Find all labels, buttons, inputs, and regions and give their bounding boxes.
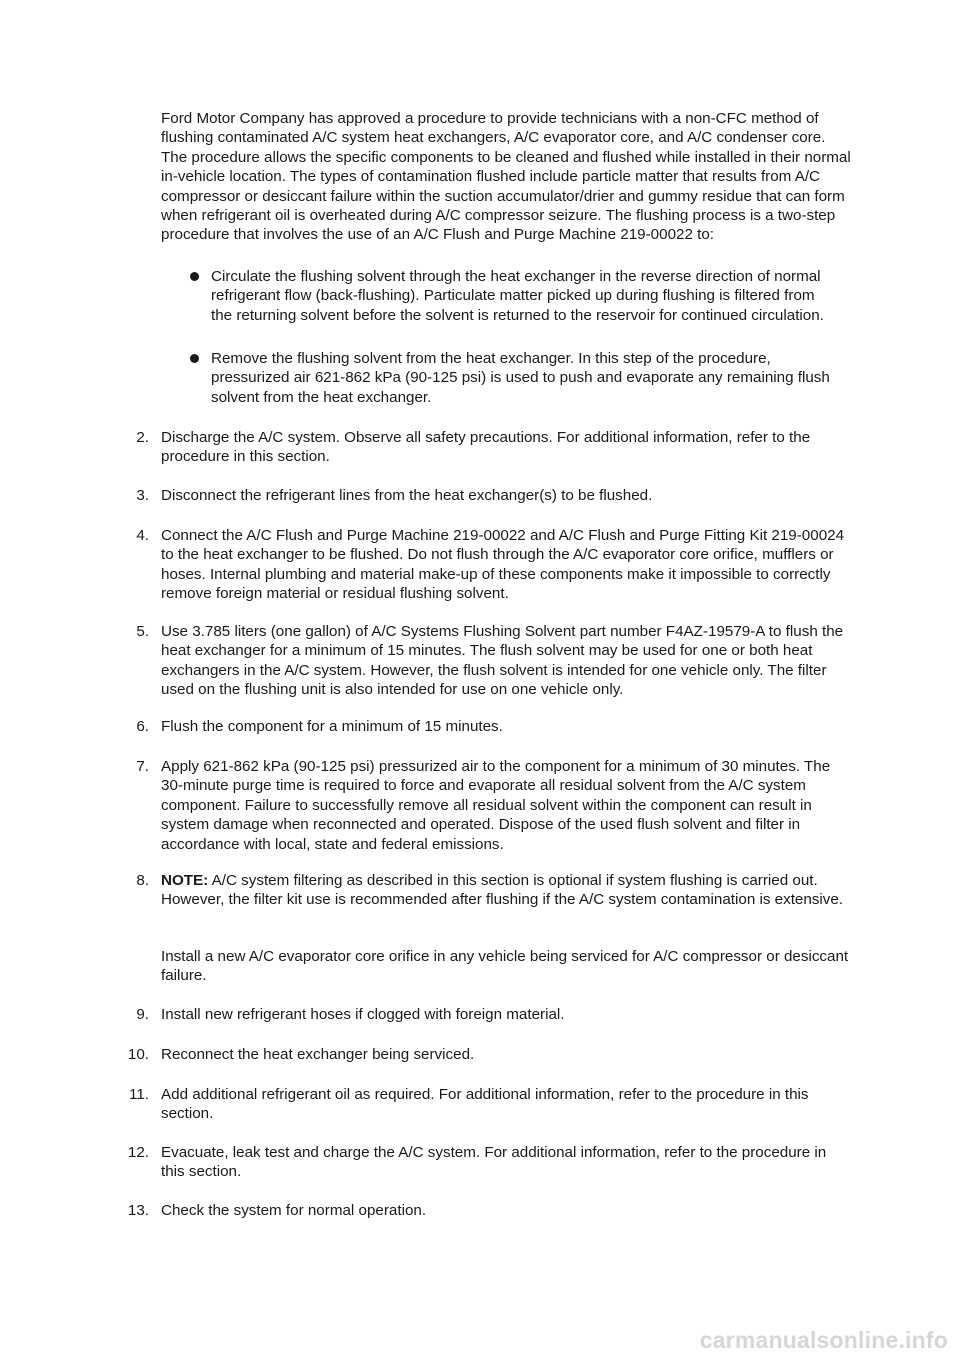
note-label: NOTE: <box>161 872 209 889</box>
step-number: 12. <box>127 1144 149 1161</box>
bullet-list <box>190 349 830 407</box>
step-text: Connect the A/C Flush and Purge Machine 219-00022 and A/C Flush and Purge Fitting Kit 219-00024 to the heat exchanger to be flushed. Do not flush through the A/C evaporator core orifice, mufflers or hoses. Internal plumbing and material make-up of these components make it impossible to correctly remove foreign material or residual flushing solvent. <box>161 527 845 603</box>
bullet-dot-icon <box>190 272 199 281</box>
watermark: carmanualsonline.info <box>699 1326 948 1353</box>
bullet-text: Remove the flushing solvent from the heat exchanger. In this step of the procedure, pressurized air 621-862 kPa (90-125 psi) is used to push and evaporate any remaining flush solvent from the heat exchanger. <box>211 350 830 406</box>
step-number: 9. <box>136 1006 149 1023</box>
step-number: 2. <box>136 429 149 446</box>
note-text: A/C system filtering as described in this section is optional if system flushing is carried out. However, the filter kit use is recommended after flushing if the A/C system contamination is extensive. <box>161 872 844 909</box>
step-text: Use 3.785 liters (one gallon) of A/C Systems Flushing Solvent part number F4AZ-19579-A to flush the heat exchanger for a minimum of 15 minutes. The flush solvent may be used for one or both heat exchangers in the A/C system. However, the flush solvent is intended for one vehicle only. The filter used on the flushing unit is also intended for use on one vehicle only. <box>161 623 844 699</box>
step-text: Install a new A/C evaporator core orifice in any vehicle being serviced for A/C compressor or desiccant failure. <box>161 948 849 985</box>
step-text: Flush the component for a minimum of 15 minutes. <box>161 718 503 735</box>
step-number: 10. <box>127 1046 149 1063</box>
step-text: Reconnect the heat exchanger being serviced. <box>161 1046 475 1063</box>
step-text: Evacuate, leak test and charge the A/C system. For additional information, refer to the procedure in this section. <box>161 1144 827 1181</box>
step-text: Add additional refrigerant oil as required. For additional information, refer to the procedure in this section. <box>161 1086 809 1123</box>
step-number: 13. <box>127 1202 149 1219</box>
step-text <box>161 871 851 910</box>
step-text: Disconnect the refrigerant lines from the heat exchanger(s) to be flushed. <box>161 487 653 504</box>
step-text: Apply 621-862 kPa (90-125 psi) pressurized air to the component for a minimum of 30 minutes. The 30-minute purge time is required to force and evaporate all residual solvent from the A/C system component. Failure to successfully remove all residual solvent within the component can result in system damage when reconnected and operated. Dispose of the used flush solvent and filter in accordance with local, state and federal emissions. <box>161 758 831 853</box>
step-number: 6. <box>136 718 149 735</box>
step-number: 5. <box>136 623 149 640</box>
step-number: 8. <box>136 872 149 889</box>
bullet-dot-icon <box>190 354 199 363</box>
intro-paragraph: Ford Motor Company has approved a procedure to provide technicians with a non-CFC method of flushing contaminated A/C system heat exchangers, A/C evaporator core, and A/C condenser core. The procedure allows the specific components to be cleaned and flushed while installed in their normal in-vehicle location. The types of contamination flushed include particle matter that results from A/C compressor or desiccant failure within the suction accumulator/drier and gummy residue that can form when refrigerant oil is overheated during A/C compressor seizure. The flushing process is a two-step procedure that involves the use of an A/C Flush and Purge Machine 219-00022 to: <box>161 110 851 244</box>
bullet-text: Circulate the flushing solvent through the heat exchanger in the reverse direction of normal refrigerant flow (back-flushing). Particulate matter picked up during flushing is filtered from the returning solvent before the solvent is returned to the reservoir for continued circulation. <box>211 268 824 324</box>
step-text: Check the system for normal operation. <box>161 1202 427 1219</box>
bullet-item <box>190 349 830 407</box>
step-number: 3. <box>136 487 149 504</box>
step-number: 4. <box>136 527 149 544</box>
step-number: 11. <box>129 1086 149 1103</box>
bullet-item <box>190 267 830 325</box>
step-number: 7. <box>136 758 149 775</box>
step-text: Discharge the A/C system. Observe all safety precautions. For additional information, refer to the procedure in this section. <box>161 429 811 466</box>
bullet-list <box>190 267 830 325</box>
step-text: Install new refrigerant hoses if clogged with foreign material. <box>161 1006 565 1023</box>
